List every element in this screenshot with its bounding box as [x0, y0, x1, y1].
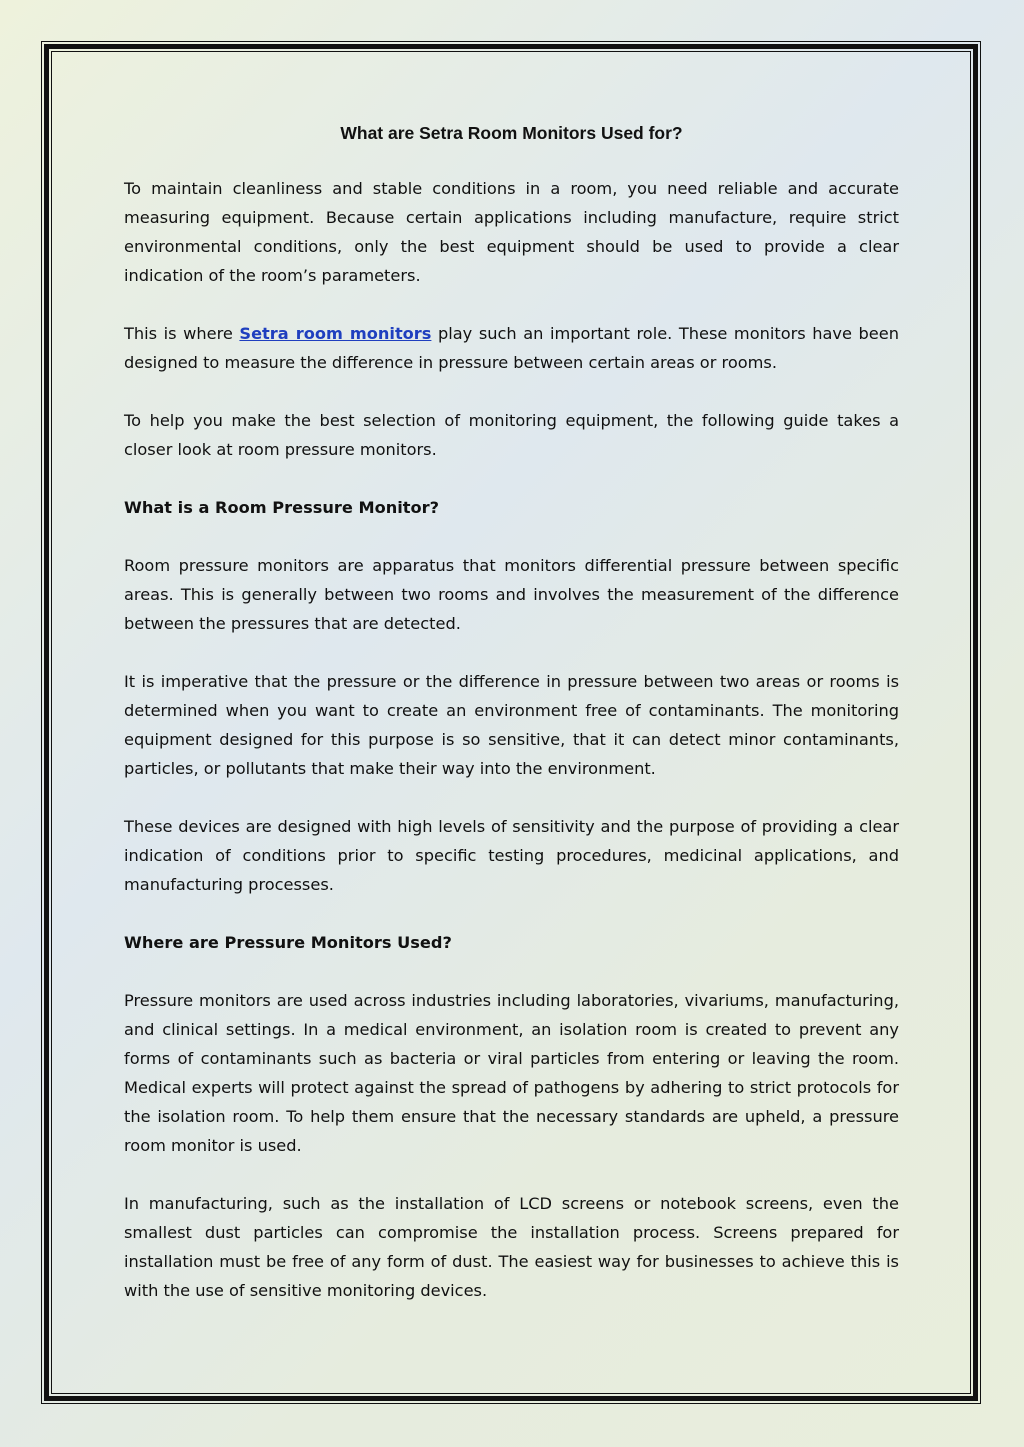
setra-room-monitors-link[interactable]: Setra room monitors: [239, 324, 432, 343]
document-body: [124, 118, 899, 1334]
setra-paragraph: [124, 319, 899, 377]
setra-paragraph-lead: This is where: [124, 324, 240, 343]
section-heading-where-used: Where are Pressure Monitors Used?: [124, 933, 452, 952]
section-heading-what-is: What is a Room Pressure Monitor?: [124, 498, 440, 517]
definition-paragraph: Room pressure monitors are apparatus that monitors differential pressure between specific areas. This is generally between two rooms and involves the measurement of the difference between the pressures that are detected.: [124, 556, 899, 633]
sensitivity-paragraph: These devices are designed with high levels of sensitivity and the purpose of providing a clear indication of conditions prior to specific testing procedures, medicinal applications, and manufacturing processes.: [124, 817, 899, 894]
importance-paragraph: It is imperative that the pressure or the difference in pressure between two areas or rooms is determined when you want to create an environment free of contaminants. The monitoring equipment designed for this purpose is so sensitive, that it can detect minor contaminants, particles, or pollutants that make their way into the environment.: [124, 672, 899, 778]
setra-paragraph-rest: play such an important role. These monitors have been designed to measure the difference in pressure between certain areas or rooms.: [124, 324, 899, 372]
industries-paragraph: Pressure monitors are used across industries including laboratories, vivariums, manufacturing, and clinical settings. In a medical environment, an isolation room is created to prevent any forms of contaminants such as bacteria or viral particles from entering or leaving the room. Medical experts will protect against the spread of pathogens by adhering to strict protocols for the isolation room. To help them ensure that the necessary standards are upheld, a pressure room monitor is used.: [124, 991, 899, 1155]
intro-paragraph: To maintain cleanliness and stable conditions in a room, you need reliable and accurate measuring equipment. Because certain applications including manufacture, require strict environmental conditions, only the best equipment should be used to provide a clear indication of the room’s parameters.: [124, 179, 899, 285]
manufacturing-paragraph: In manufacturing, such as the installation of LCD screens or notebook screens, even the smallest dust particles can compromise the installation process. Screens prepared for installation must be free of any form of dust. The easiest way for businesses to achieve this is with the use of sensitive monitoring devices.: [124, 1194, 899, 1300]
guide-paragraph: To help you make the best selection of monitoring equipment, the following guide takes a closer look at room pressure monitors.: [124, 411, 899, 459]
document-title: What are Setra Room Monitors Used for?: [340, 123, 683, 143]
